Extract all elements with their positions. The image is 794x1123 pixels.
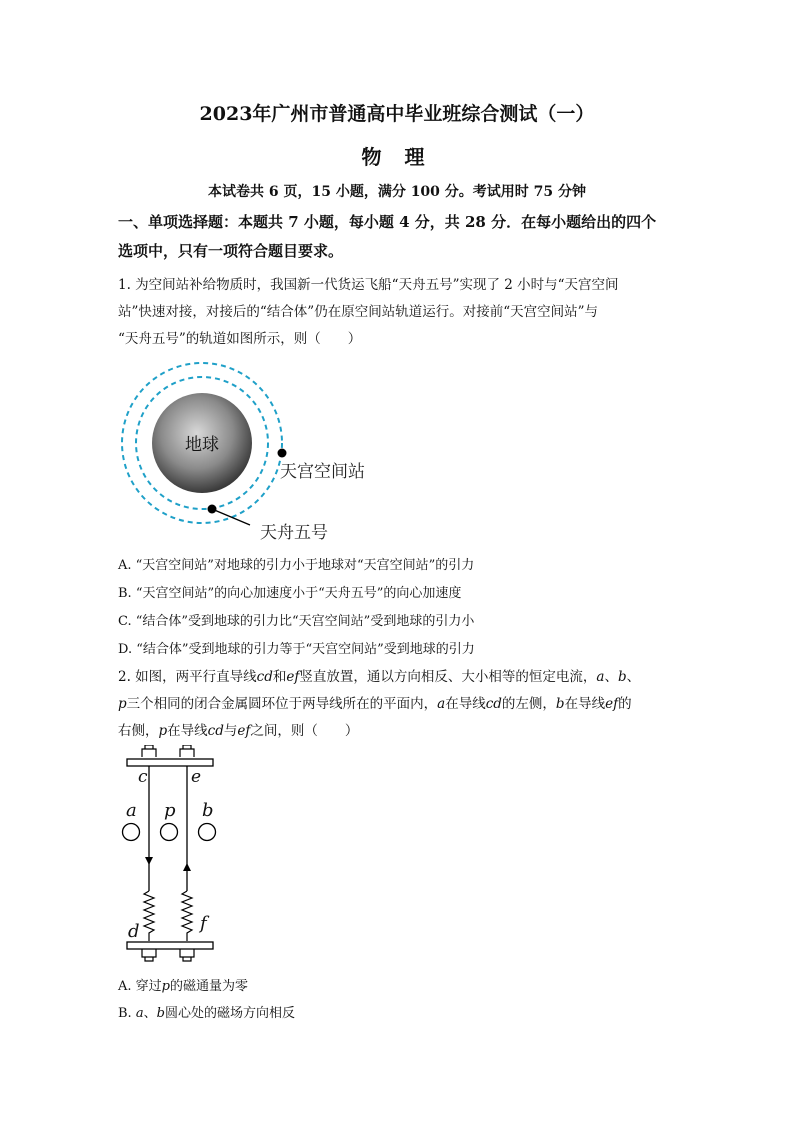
section-heading-line2: 选项中，只有一项符合题目要求。: [118, 242, 344, 260]
label-b: b: [202, 800, 214, 821]
station-label: 天宫空间站: [280, 462, 365, 482]
q1-line1: 1. 为空间站补给物质时，我国新一代货运飞船“天舟五号”实现了 2 小时与“天宫空间: [118, 277, 619, 293]
bottom-clamp-left: [142, 949, 156, 961]
arrow-down-icon: [145, 857, 153, 865]
station-dot: [278, 449, 287, 458]
q1-option-b: B. “天宫空间站”的向心加速度小于“天舟五号”的向心加速度: [118, 586, 462, 601]
section-heading-line1: 一、单项选择题：本题共 7 小题，每小题 4 分，共 28 分．在每小题给出的四个: [118, 213, 657, 231]
label-a: a: [126, 800, 137, 821]
orbit-figure: [110, 355, 400, 550]
spring-f: [182, 891, 192, 941]
q1-line2: 站”快速对接，对接后的“结合体”仍在原空间站轨道运行。对接前“天宫空间站”与: [118, 304, 599, 320]
bottom-clamp-right: [180, 949, 194, 961]
q2-line2: p三个相同的闭合金属圆环位于两导线所在的平面内，a在导线cd的左侧，b在导线ef的: [118, 696, 632, 712]
ship-label: 天舟五号: [260, 523, 328, 543]
top-bar: [127, 759, 213, 766]
q1-line3: “天舟五号”的轨道如图所示，则（ ）: [118, 331, 362, 347]
spring-d: [144, 891, 154, 941]
top-clamp-right: [180, 745, 194, 757]
ring-b: [199, 824, 216, 841]
q2-line1: 2. 如图，两平行直导线cd和ef竖直放置，通以方向相反、大小相等的恒定电流，a、b、: [118, 669, 641, 685]
earth-label: 地球: [185, 435, 219, 455]
paper-title: 2023年广州市普通高中毕业班综合测试（一）: [199, 103, 595, 125]
ring-a: [123, 824, 140, 841]
wire-figure: [115, 745, 225, 965]
subject-title: 物 理: [361, 145, 433, 169]
q2-line3: 右侧，p在导线cd与ef之间，则（ ）: [118, 723, 359, 739]
label-e: e: [191, 767, 202, 787]
q2-option-a: A. 穿过p的磁通量为零: [118, 979, 248, 994]
q1-option-c: C. “结合体”受到地球的引力比“天宫空间站”受到地球的引力小: [118, 614, 475, 629]
bottom-bar: [127, 942, 213, 949]
exam-note: 本试卷共 6 页，15 小题，满分 100 分。考试用时 75 分钟: [207, 184, 587, 200]
q1-option-d: D. “结合体”受到地球的引力等于“天宫空间站”受到地球的引力: [118, 642, 475, 657]
top-clamp-left: [142, 745, 156, 757]
q2-option-b: B. a、b圆心处的磁场方向相反: [118, 1006, 295, 1021]
label-p: p: [164, 800, 176, 821]
label-f: f: [200, 913, 207, 934]
label-c: c: [138, 767, 148, 787]
q1-option-a: A. “天宫空间站”对地球的引力小于地球对“天宫空间站”的引力: [118, 558, 475, 573]
label-d: d: [128, 921, 140, 942]
ring-p: [161, 824, 178, 841]
arrow-up-icon: [183, 863, 191, 871]
